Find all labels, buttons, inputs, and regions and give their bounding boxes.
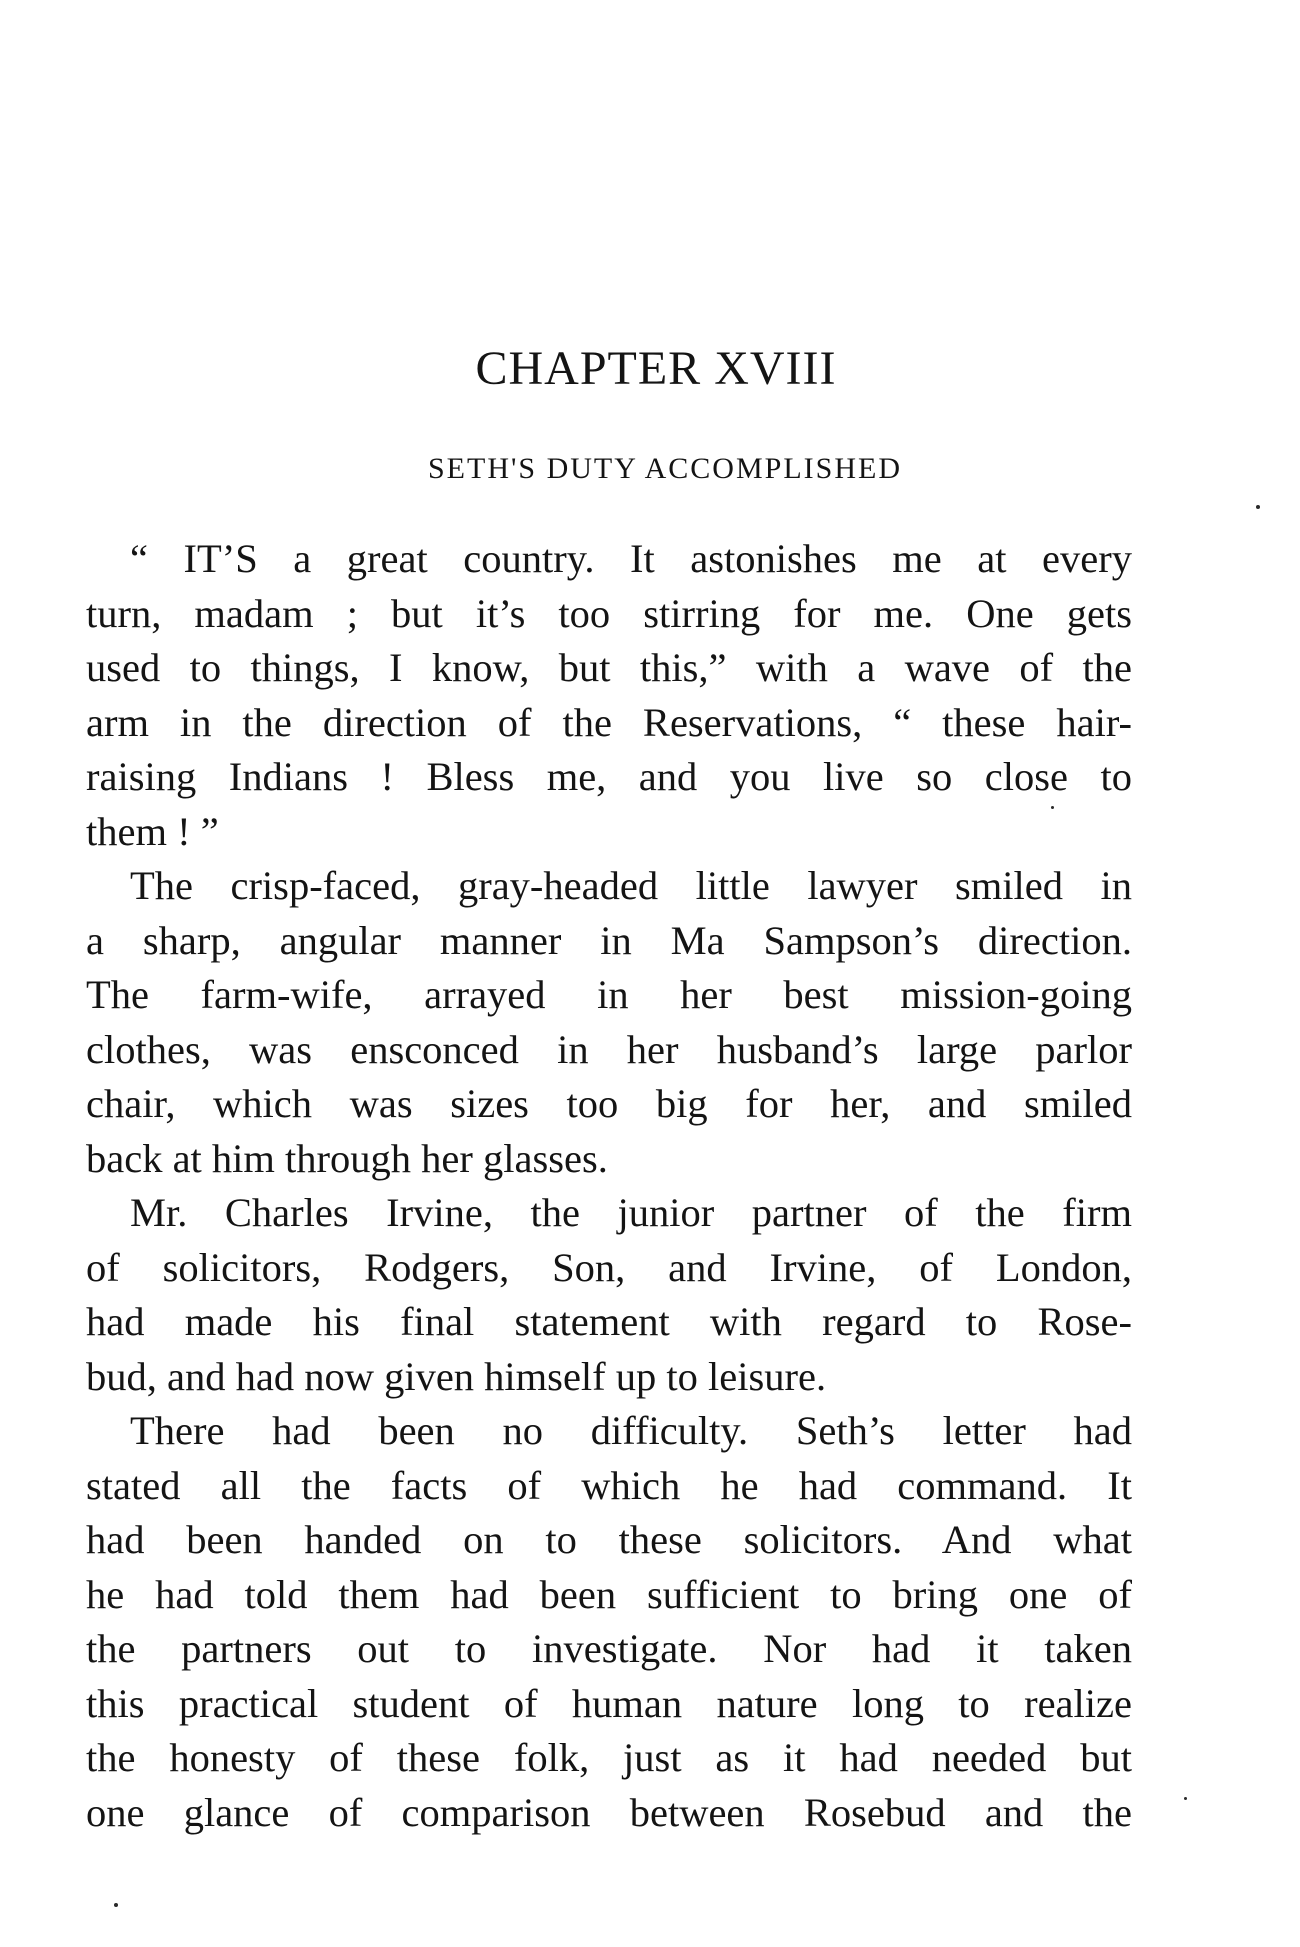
paragraph — [86, 859, 1132, 1186]
scan-speck — [1051, 806, 1054, 809]
text-line: he had told them had been sufficient to bring one of — [86, 1571, 1132, 1617]
text-line: stated all the facts of which he had command. It — [86, 1462, 1132, 1508]
text-line: a sharp, angular manner in Ma Sampson’s direction. — [86, 917, 1132, 963]
text-line: clothes, was ensconced in her husband’s large parlor — [86, 1026, 1132, 1072]
text-line: arm in the direction of the Reservations, “ these hair- — [86, 699, 1132, 745]
text-line: of solicitors, Rodgers, Son, and Irvine, of London, — [86, 1244, 1132, 1290]
text-line: had been handed on to these solicitors. And what — [86, 1517, 1132, 1562]
text-line: one glance of comparison between Rosebud and the — [86, 1789, 1132, 1835]
body-text — [86, 532, 1132, 1840]
scan-speck — [1184, 1797, 1187, 1800]
scan-speck — [114, 1903, 118, 1907]
text-line: bud, and had now given himself up to leisure. — [86, 1353, 827, 1399]
text-line: the partners out to investigate. Nor had it taken — [86, 1626, 1132, 1671]
text-line: them ! ” — [86, 808, 219, 854]
text-line: The crisp-faced, gray-headed little lawyer smiled in — [130, 863, 1132, 908]
text-line: turn, madam ; but it’s too stirring for me. One gets — [86, 590, 1132, 636]
text-line: chair, which was sizes too big for her, and smiled — [86, 1081, 1132, 1126]
scan-speck — [1256, 505, 1260, 509]
text-line: this practical student of human nature long to realize — [86, 1680, 1132, 1726]
chapter-subtitle: SETH'S DUTY ACCOMPLISHED — [427, 452, 902, 485]
text-line: There had been no difficulty. Seth’s letter had — [130, 1408, 1132, 1453]
text-line: used to things, I know, but this,” with a wave of the — [86, 645, 1132, 690]
paragraph — [86, 1186, 1132, 1404]
text-line: the honesty of these folk, just as it had needed but — [86, 1735, 1132, 1780]
chapter-title: CHAPTER XVIII — [475, 342, 837, 395]
paragraph — [86, 532, 1132, 859]
text-line: The farm-wife, arrayed in her best mission-going — [86, 972, 1132, 1017]
text-line: had made his final statement with regard to Rose- — [86, 1299, 1132, 1344]
text-line: back at him through her glasses. — [86, 1135, 608, 1181]
text-line: “ IT’S a great country. It astonishes me at every — [130, 536, 1132, 581]
text-line: raising Indians ! Bless me, and you live so close to — [86, 754, 1132, 799]
paragraph — [86, 1404, 1132, 1840]
text-line: Mr. Charles Irvine, the junior partner of the firm — [130, 1190, 1132, 1235]
